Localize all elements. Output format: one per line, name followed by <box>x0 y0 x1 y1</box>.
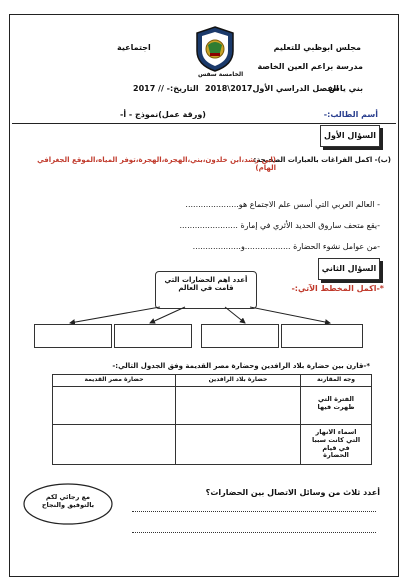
compare-instruction: *-قارن بين حضارة بلاد الرافدين وحضارة مصر القديمة وفق الجدول التالي:- <box>112 362 370 370</box>
table-answer-cell[interactable] <box>175 424 301 465</box>
answer-line[interactable] <box>132 511 376 512</box>
student-name-label: أسم الطالب:- <box>323 110 378 119</box>
q1-instruction-words: (ابن رشد،ابن خلدون،بني،الهجرة،الهجرة،توفر المياه،الموقع الجغرافي الهام) <box>37 156 276 173</box>
answer-line[interactable] <box>132 532 376 533</box>
worksheet-label: (ورقة عمل)نموذج - أ- <box>120 110 206 119</box>
q3-question: أعدد ثلاث من وسائل الاتصال بين الحضارات؟ <box>205 488 380 497</box>
table-header-cell: حضارة بلاد الرافدين <box>175 374 301 387</box>
table-header-cell: وجه المقارنة <box>300 374 372 387</box>
q1-title: السؤال الأول <box>324 131 376 140</box>
q1-item-3: -من عوامل نشوء الحضارة ..................و................... <box>192 242 380 251</box>
council-name: مجلس ابوظبي للتعليم <box>273 43 361 52</box>
mindmap-answer-box-4[interactable] <box>281 324 363 348</box>
logo-text: الخامسة سفس <box>198 71 244 78</box>
table-header-cell: حضارة مصر القديمة <box>52 374 176 387</box>
mindmap-center <box>155 271 257 309</box>
table-answer-cell[interactable] <box>52 424 176 465</box>
table-answer-cell[interactable] <box>52 386 176 425</box>
q2-title-box <box>318 258 380 280</box>
comparison-table <box>52 374 372 465</box>
school-logo <box>193 25 237 73</box>
q1-item-2: -يقع متحف ساروق الحديد الأثري في إمارة ....................... <box>179 221 380 230</box>
teacher-name: بني ياس <box>328 84 363 93</box>
table-row-label: الفترة التي ظهرت فيها <box>300 386 372 425</box>
divider <box>12 123 396 124</box>
mindmap-answer-box-2[interactable] <box>114 324 192 348</box>
q1-instruction-prefix: (ب)- اكمل الفراغات بالعبارات الصحيحة: <box>253 156 391 164</box>
term-label: الفصل الدراسي الأول2017\2018 <box>205 84 339 93</box>
q1-item-1: - العالم العربي التي أسس علم الاجتماع هو..................... <box>185 200 380 209</box>
mindmap-center-text: أعدد اهم الحضارات التي قامت في العالم <box>164 276 248 293</box>
date-label: التاريخ:- // 2017 <box>133 84 199 93</box>
department-name: اجتماعية <box>117 43 151 52</box>
wishes-badge <box>22 482 114 526</box>
q1-title-box <box>320 125 380 147</box>
q2-instruction: *-اكمل المخطط الآتي:- <box>291 284 384 293</box>
mindmap-answer-box-3[interactable] <box>201 324 279 348</box>
wishes-text: مع رجائي لكم بالتوفيق والنجاح <box>41 493 95 509</box>
table-answer-cell[interactable] <box>175 386 301 425</box>
table-row-label: اسماء الانهار التي كانت سببا في قيام الحضارة <box>300 424 372 465</box>
school-name: مدرسة براعم العين الخاصة <box>257 62 363 71</box>
mindmap-answer-box-1[interactable] <box>34 324 112 348</box>
q2-title: السؤال الثاني <box>321 264 377 273</box>
